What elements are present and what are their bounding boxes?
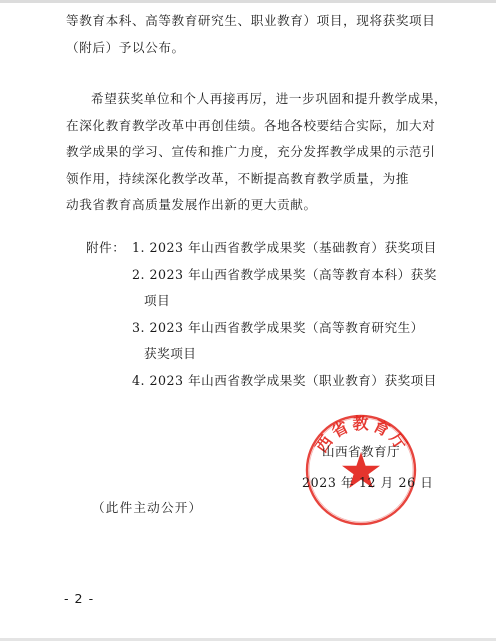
attachment-item xyxy=(86,235,466,262)
paragraph-line: 教学成果的学习、宣传和推广力度，充分发挥教学成果的示范引 xyxy=(66,144,436,159)
attachment-text: 项目 xyxy=(144,293,171,308)
public-disclosure-note: （此件主动公开） xyxy=(92,500,203,515)
attachment-text: 1. 2023 年山西省教学成果奖（基础教育）获奖项目 xyxy=(132,240,437,255)
issuer-signature: 山西省教育厅 xyxy=(322,444,400,459)
paragraph-announcement-end xyxy=(66,8,444,61)
attachment-text: 获奖项目 xyxy=(144,346,197,361)
issue-date: 2023 年 12 月 26 日 xyxy=(302,475,434,490)
attachment-item xyxy=(86,262,466,289)
paragraph-line: 领作用，持续深化教学改革，不断提高教育教学质量，为推 xyxy=(66,170,410,186)
page-number: - 2 - xyxy=(64,591,95,606)
official-seal-icon xyxy=(303,412,419,528)
attachments-list xyxy=(86,235,466,394)
attachments-label: 附件： xyxy=(86,240,126,255)
paragraph-line: 希望获奖单位和个人再接再厉，进一步巩固和提升教学成果， xyxy=(91,91,448,106)
seal-arc-text: 西省教育厅 xyxy=(311,414,413,457)
attachment-text: 2. 2023 年山西省教学成果奖（高等教育本科）获奖 xyxy=(132,266,437,282)
paragraph-line: 在深化教育教学改革中再创佳绩。各地各校要结合实际，加大对 xyxy=(66,117,436,133)
attachment-item xyxy=(86,315,466,342)
paragraph-line: 等教育本科、高等教育研究生、职业教育）项目，现将获奖项目 xyxy=(66,13,436,28)
paragraph-line: （附后）予以公布。 xyxy=(66,39,185,55)
attachment-item xyxy=(86,368,466,395)
attachment-text: 3. 2023 年山西省教学成果奖（高等教育研究生） xyxy=(132,319,424,335)
attachment-item-continuation xyxy=(86,341,466,368)
top-edge xyxy=(0,0,496,3)
attachment-text: 4. 2023 年山西省教学成果奖（职业教育）获奖项目 xyxy=(132,372,437,388)
paragraph-line: 动我省教育高质量发展作出新的更大贡献。 xyxy=(66,197,317,212)
paragraph-encouragement xyxy=(66,86,448,219)
attachment-item-continuation xyxy=(86,288,466,315)
